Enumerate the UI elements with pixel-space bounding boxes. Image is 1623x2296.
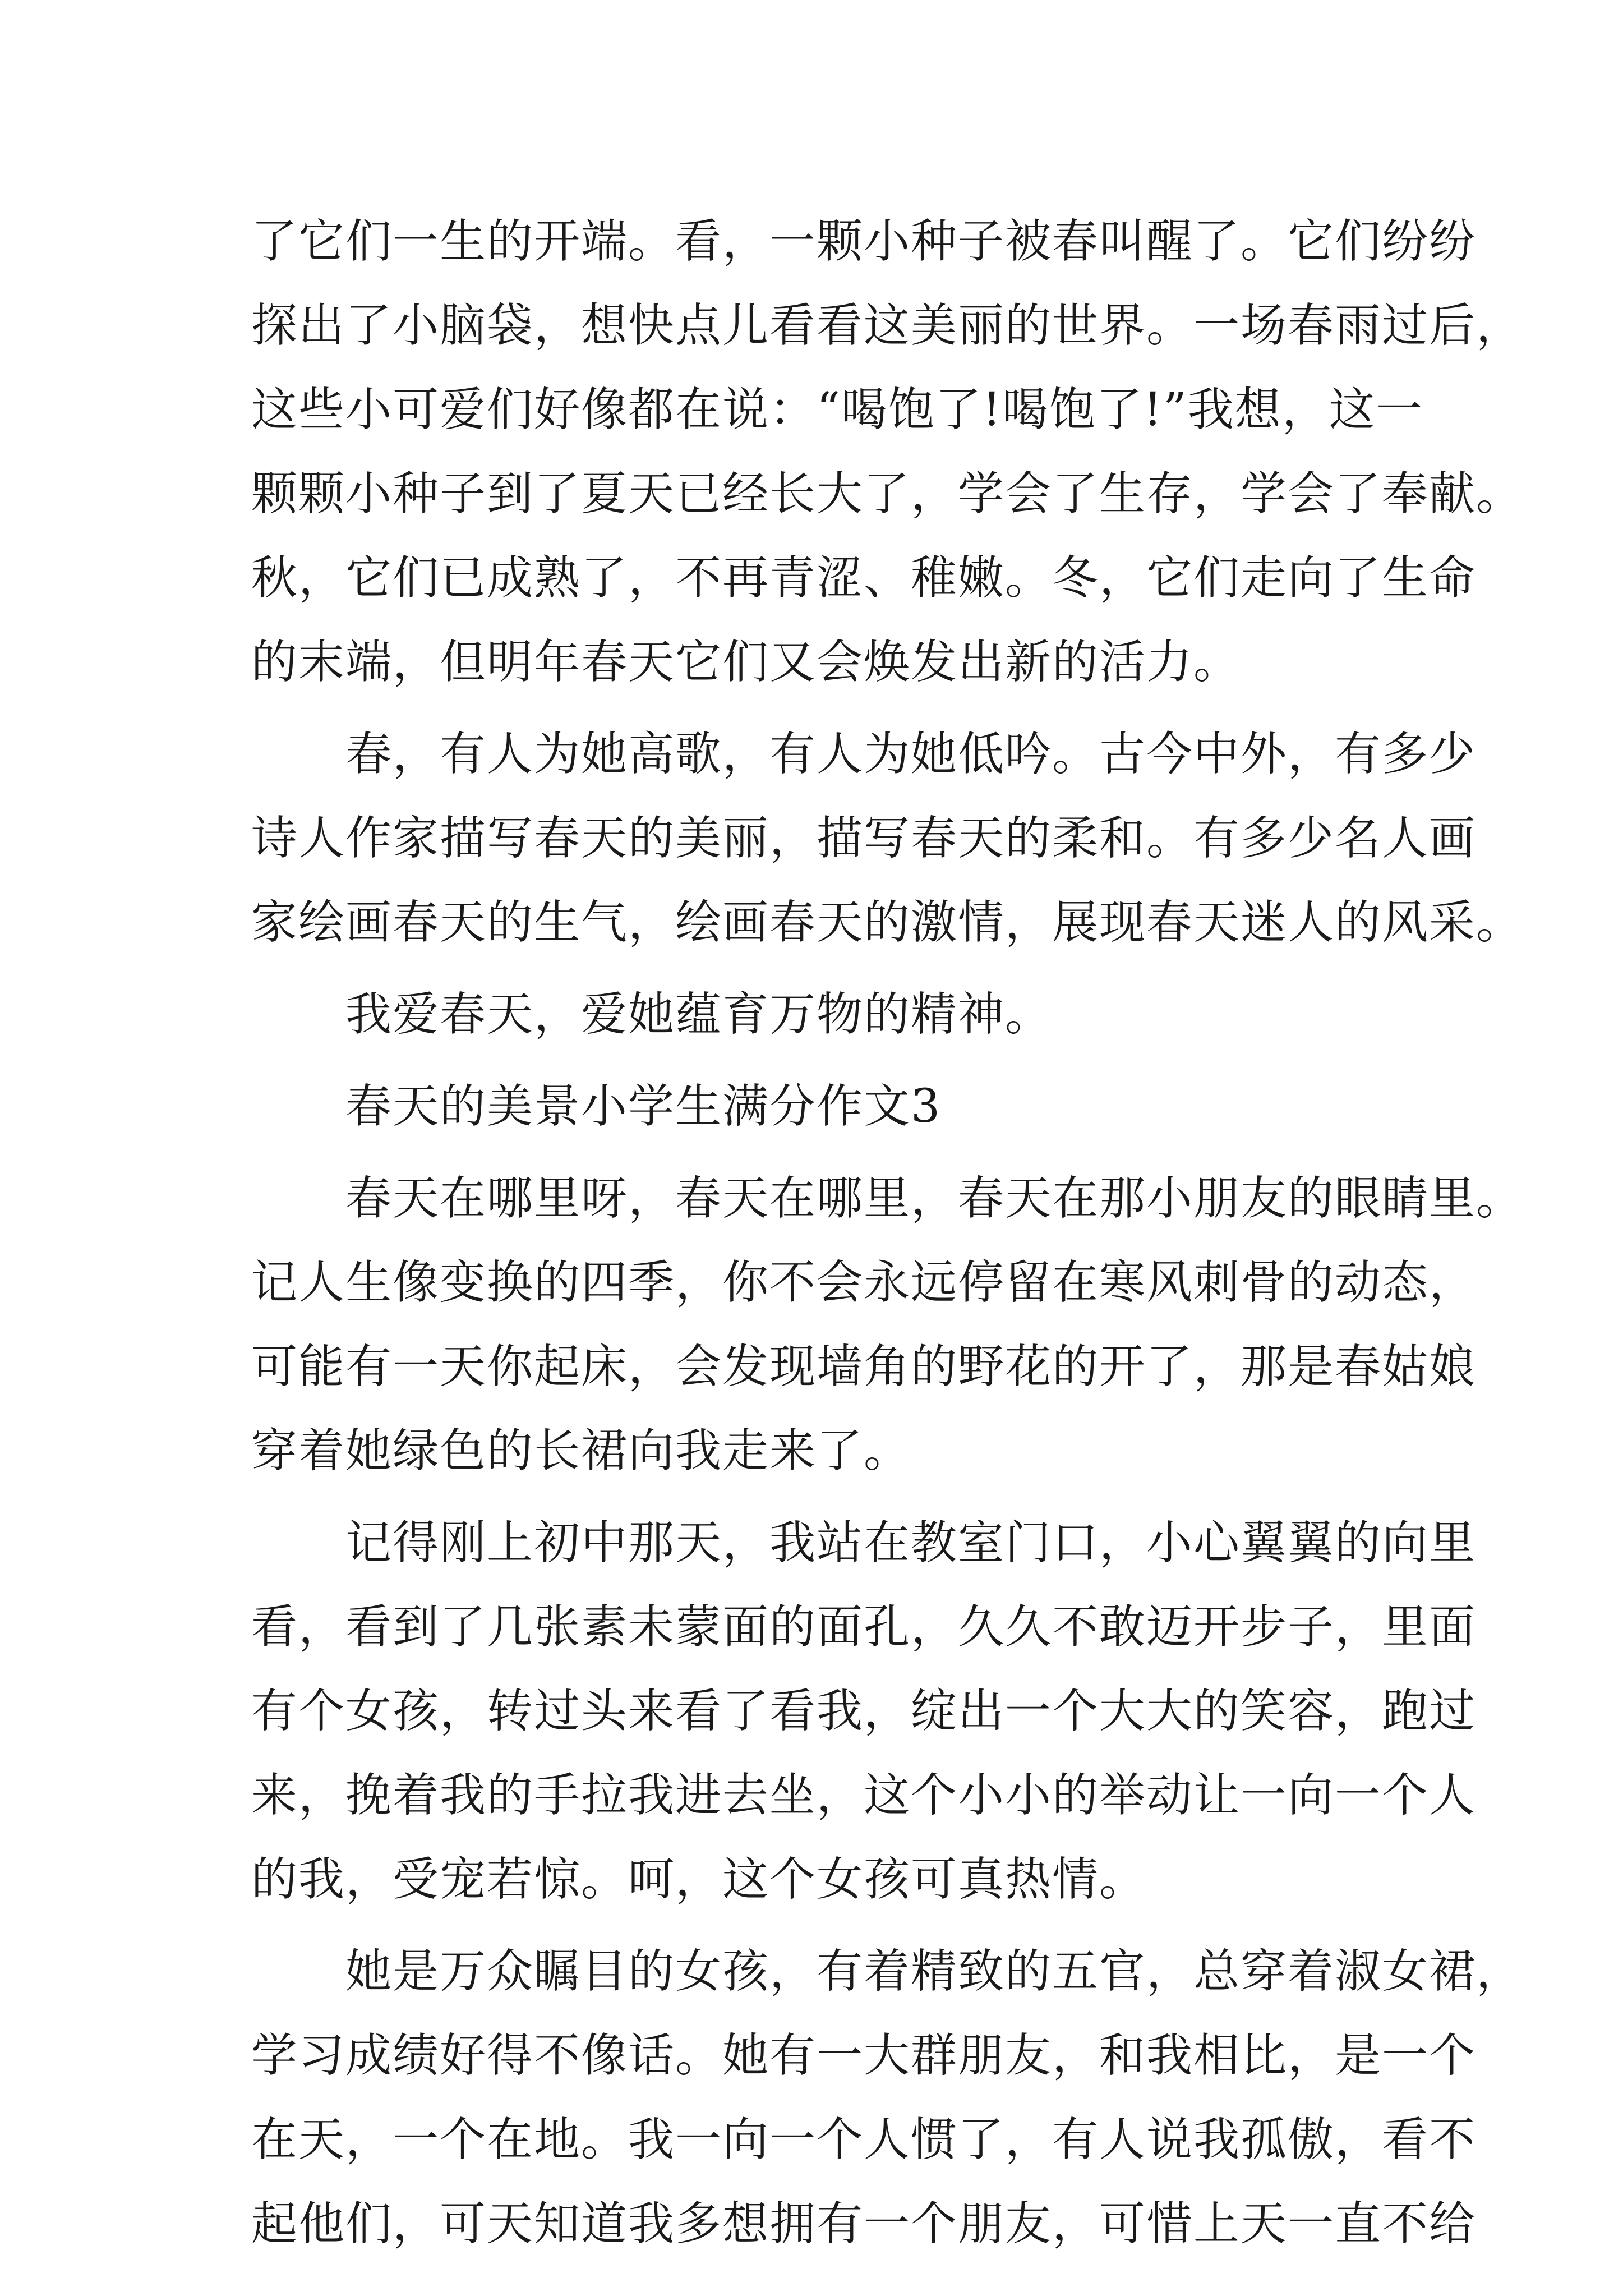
text-line bbox=[251, 452, 1524, 536]
paragraph-first-line bbox=[251, 973, 1384, 1057]
line-text: 她是万众瞩目的女孩，有着精致的五官，总穿着淑女裙， bbox=[345, 1945, 1524, 1998]
text-line bbox=[251, 200, 1477, 284]
line-text: 在天，一个在地。我一向一个人惯了，有人说我孤傲，看不 bbox=[251, 2113, 1477, 2166]
line-text: 春天在哪里呀，春天在哪里，春天在那小朋友的眼睛里。 bbox=[345, 1172, 1524, 1225]
line-text: 探出了小脑袋，想快点儿看看这美丽的世界。一场春雨过后， bbox=[251, 299, 1524, 352]
line-text: 有个女孩，转过头来看了看我，绽出一个大大的笑容，跑过 bbox=[251, 1685, 1477, 1738]
text-line bbox=[251, 2014, 1477, 2098]
line-text: 来，挽着我的手拉我进去坐，这个小小的举动让一向一个人 bbox=[251, 1769, 1477, 1822]
paragraph-first-line bbox=[251, 712, 1477, 797]
paragraph-first-line bbox=[251, 1157, 1524, 1241]
line-text: 我爱春天，爱她蕴育万物的精神。 bbox=[345, 988, 1053, 1041]
line-text: 记人生像变换的四季，你不会永远停留在寒风刺骨的动态， bbox=[251, 1256, 1477, 1309]
text-line bbox=[251, 797, 1477, 881]
text-line bbox=[251, 881, 1524, 965]
line-text: 可能有一天你起床，会发现墙角的野花的开了，那是春姑娘 bbox=[251, 1340, 1477, 1393]
document-body bbox=[251, 200, 1524, 2266]
text-line bbox=[251, 1838, 1384, 1922]
line-text: 看，看到了几张素未蒙面的面孔，久久不敢迈开步子，里面 bbox=[251, 1600, 1477, 1654]
line-text: 这些小可爱们好像都在说：“喝饱了!喝饱了!”我想，这一 bbox=[251, 383, 1423, 436]
text-line bbox=[251, 2098, 1477, 2182]
text-line bbox=[251, 2182, 1477, 2266]
paragraph-gap bbox=[251, 1922, 1384, 1930]
paragraph-gap bbox=[251, 1149, 1384, 1157]
line-text: 颗颗小种子到了夏天已经长大了，学会了生存，学会了奉献。 bbox=[251, 467, 1524, 521]
text-line bbox=[251, 1754, 1477, 1838]
text-line bbox=[251, 1585, 1477, 1669]
line-text: 诗人作家描写春天的美丽，描写春天的柔和。有多少名人画 bbox=[251, 812, 1477, 865]
text-line bbox=[251, 620, 1384, 705]
text-line bbox=[251, 368, 1423, 452]
line-text: 的我，受宠若惊。呵，这个女孩可真热情。 bbox=[251, 1853, 1147, 1906]
text-line bbox=[251, 1325, 1477, 1409]
text-line bbox=[251, 536, 1477, 620]
paragraph-first-line bbox=[251, 1065, 1384, 1149]
text-line bbox=[251, 1241, 1477, 1325]
line-text: 起他们，可天知道我多想拥有一个朋友，可惜上天一直不给 bbox=[251, 2197, 1477, 2251]
line-text: 春，有人为她高歌，有人为她低吟。古今中外，有多少 bbox=[345, 728, 1477, 781]
paragraph-gap bbox=[251, 1493, 1384, 1501]
paragraph-gap bbox=[251, 965, 1384, 973]
line-text: 记得刚上初中那天，我站在教室门口，小心翼翼的向里 bbox=[345, 1516, 1477, 1570]
line-text: 秋，它们已成熟了，不再青涩、稚嫩。冬，它们走向了生命 bbox=[251, 551, 1477, 605]
text-line bbox=[251, 1409, 1384, 1493]
line-text: 学习成绩好得不像话。她有一大群朋友，和我相比，是一个 bbox=[251, 2029, 1477, 2082]
paragraph-first-line bbox=[251, 1930, 1524, 2014]
paragraph-gap bbox=[251, 1057, 1384, 1065]
text-line bbox=[251, 284, 1524, 368]
line-text: 家绘画春天的生气，绘画春天的激情，展现春天迷人的风采。 bbox=[251, 896, 1524, 949]
text-line bbox=[251, 1669, 1477, 1754]
paragraph-gap bbox=[251, 705, 1384, 712]
line-text: 春天的美景小学生满分作文3 bbox=[345, 1080, 942, 1133]
line-text: 的末端，但明年春天它们又会焕发出新的活力。 bbox=[251, 636, 1241, 689]
line-text: 穿着她绿色的长裙向我走来了。 bbox=[251, 1424, 911, 1478]
paragraph-first-line bbox=[251, 1501, 1477, 1585]
line-text: 了它们一生的开端。看，一颗小种子被春叫醒了。它们纷纷 bbox=[251, 215, 1477, 268]
